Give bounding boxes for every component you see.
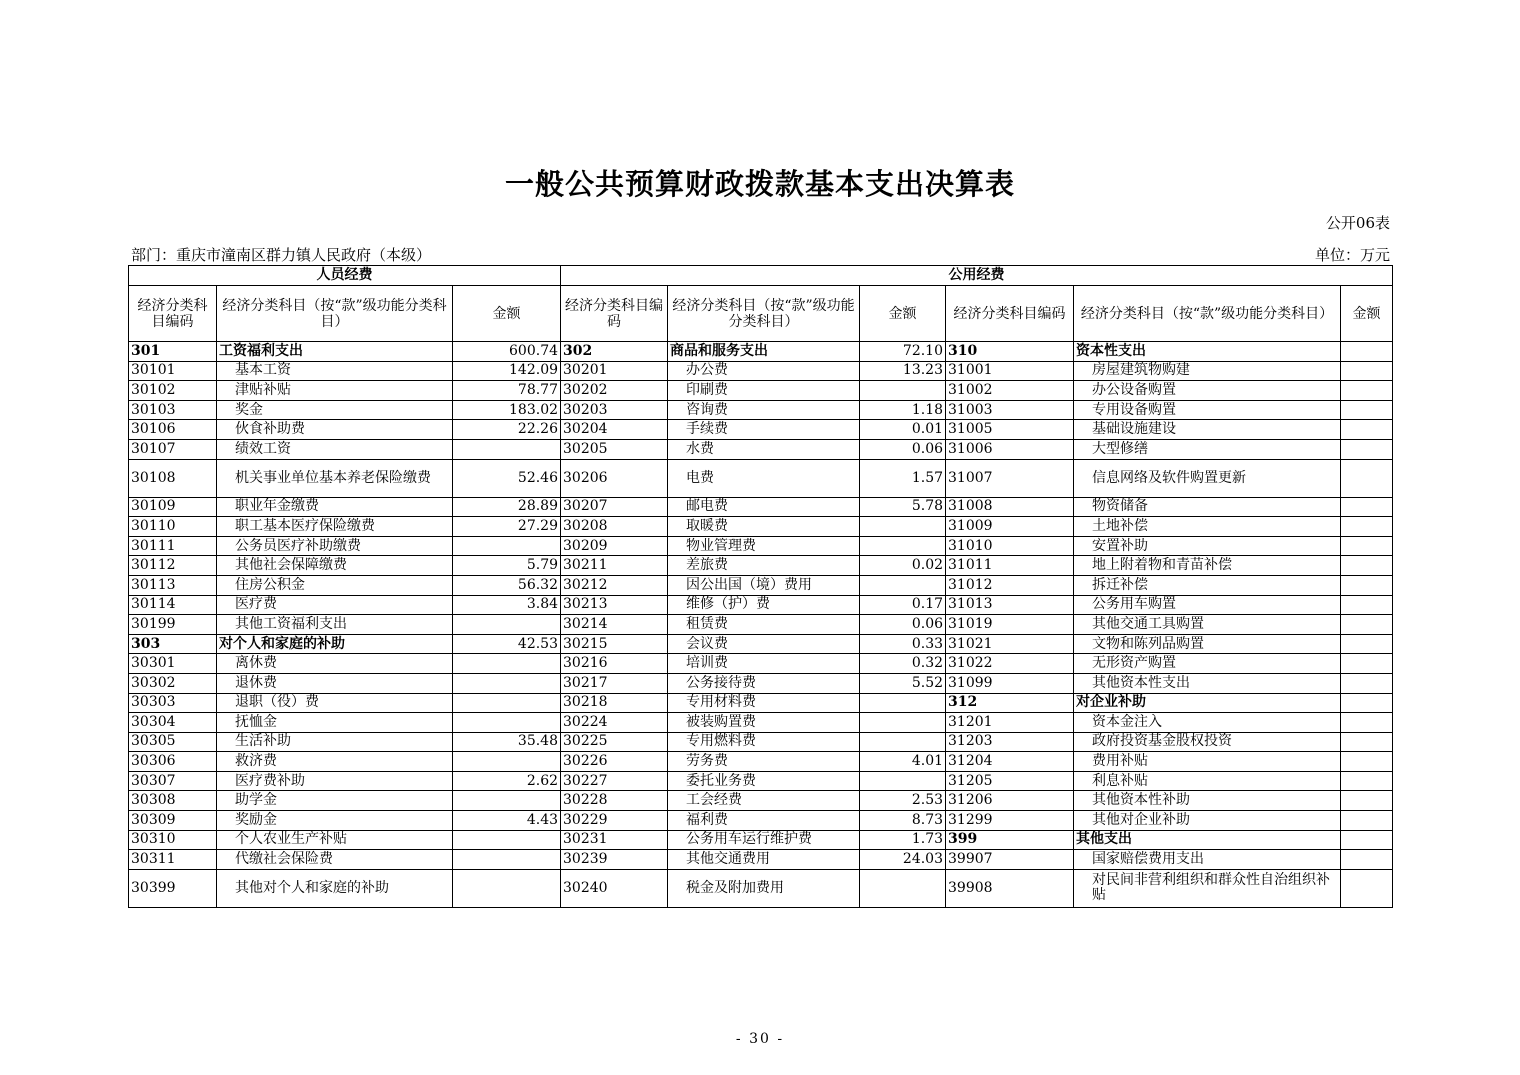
- amount-cell: 13.23: [860, 361, 946, 381]
- name-cell: 税金及附加费用: [668, 869, 860, 907]
- amount-cell: [1341, 361, 1393, 381]
- code-cell: 30106: [129, 420, 217, 440]
- amount-cell: 0.33: [860, 634, 946, 654]
- amount-cell: [1341, 752, 1393, 772]
- amount-cell: [1341, 713, 1393, 733]
- name-cell: 差旅费: [668, 556, 860, 576]
- amount-cell: 4.01: [860, 752, 946, 772]
- name-cell: 商品和服务支出: [668, 342, 860, 362]
- name-cell: 职业年金缴费: [217, 497, 453, 517]
- amount-cell: 0.32: [860, 654, 946, 674]
- amount-cell: 78.77: [453, 381, 561, 401]
- name-cell: 公务用车购置: [1074, 595, 1341, 615]
- name-cell: 离休费: [217, 654, 453, 674]
- amount-cell: 42.53: [453, 634, 561, 654]
- code-cell: 30204: [561, 420, 668, 440]
- amount-cell: 0.06: [860, 615, 946, 635]
- amount-cell: [1341, 693, 1393, 713]
- code-cell: 30110: [129, 517, 217, 537]
- name-cell: 生活补助: [217, 732, 453, 752]
- amount-cell: [453, 536, 561, 556]
- code-cell: 30112: [129, 556, 217, 576]
- name-cell: 办公费: [668, 361, 860, 381]
- code-cell: 30205: [561, 439, 668, 459]
- code-cell: 30225: [561, 732, 668, 752]
- amount-cell: 0.01: [860, 420, 946, 440]
- amount-cell: 52.46: [453, 459, 561, 497]
- code-cell: 30113: [129, 575, 217, 595]
- name-cell: 奖励金: [217, 811, 453, 831]
- table-row: [129, 400, 1393, 420]
- name-cell: 无形资产购置: [1074, 654, 1341, 674]
- name-cell: 信息网络及软件购置更新: [1074, 459, 1341, 497]
- code-cell: 30211: [561, 556, 668, 576]
- amount-cell: [453, 830, 561, 850]
- code-cell: 30201: [561, 361, 668, 381]
- code-cell: 30399: [129, 869, 217, 907]
- name-cell: 因公出国（境）费用: [668, 575, 860, 595]
- amount-cell: 0.02: [860, 556, 946, 576]
- name-cell: 物业管理费: [668, 536, 860, 556]
- amount-cell: 3.84: [453, 595, 561, 615]
- code-cell: 31099: [946, 673, 1074, 693]
- code-cell: 30107: [129, 439, 217, 459]
- amount-cell: [453, 713, 561, 733]
- table-row: [129, 791, 1393, 811]
- name-cell: 手续费: [668, 420, 860, 440]
- name-cell: 医疗费补助: [217, 771, 453, 791]
- code-cell: 31006: [946, 439, 1074, 459]
- name-cell: 国家赔偿费用支出: [1074, 850, 1341, 870]
- unit-label: 单位：万元: [1314, 246, 1390, 264]
- amount-cell: [1341, 732, 1393, 752]
- amount-cell: 142.09: [453, 361, 561, 381]
- amount-cell: [453, 673, 561, 693]
- amount-cell: [1341, 595, 1393, 615]
- page-number: - 30 -: [735, 1031, 785, 1047]
- amount-cell: [1341, 791, 1393, 811]
- amount-cell: [453, 791, 561, 811]
- name-cell: 咨询费: [668, 400, 860, 420]
- code-cell: 30309: [129, 811, 217, 831]
- name-cell: 安置补助: [1074, 536, 1341, 556]
- table-row: [129, 811, 1393, 831]
- amount-cell: 72.10: [860, 342, 946, 362]
- amount-cell: [1341, 420, 1393, 440]
- code-cell: 30214: [561, 615, 668, 635]
- amount-cell: 1.18: [860, 400, 946, 420]
- code-cell: 30203: [561, 400, 668, 420]
- code-cell: 30207: [561, 497, 668, 517]
- amount-cell: [1341, 556, 1393, 576]
- amount-cell: 27.29: [453, 517, 561, 537]
- amount-cell: 5.78: [860, 497, 946, 517]
- name-cell: 津贴补贴: [217, 381, 453, 401]
- expenditure-table: [128, 265, 1393, 908]
- table-row: [129, 595, 1393, 615]
- amount-cell: [1341, 869, 1393, 907]
- code-cell: 31299: [946, 811, 1074, 831]
- name-cell: 委托业务费: [668, 771, 860, 791]
- code-cell: 303: [129, 634, 217, 654]
- code-cell: 31009: [946, 517, 1074, 537]
- name-cell: 专用材料费: [668, 693, 860, 713]
- column-header-row: [129, 286, 1393, 342]
- name-cell: 维修（护）费: [668, 595, 860, 615]
- code-cell: 30311: [129, 850, 217, 870]
- name-cell: 伙食补助费: [217, 420, 453, 440]
- amount-cell: 183.02: [453, 400, 561, 420]
- name-cell: 职工基本医疗保险缴费: [217, 517, 453, 537]
- amount-cell: [453, 869, 561, 907]
- name-cell: 专用燃料费: [668, 732, 860, 752]
- code-cell: 31001: [946, 361, 1074, 381]
- code-cell: 30209: [561, 536, 668, 556]
- code-cell: 30202: [561, 381, 668, 401]
- table-row: [129, 752, 1393, 772]
- header-code-c: 经济分类科目编码: [946, 286, 1074, 342]
- name-cell: 工会经费: [668, 791, 860, 811]
- code-cell: 31008: [946, 497, 1074, 517]
- table-row: [129, 381, 1393, 401]
- amount-cell: [453, 850, 561, 870]
- amount-cell: 1.57: [860, 459, 946, 497]
- code-cell: 30301: [129, 654, 217, 674]
- table-row: [129, 713, 1393, 733]
- section-personnel: 人员经费: [129, 266, 561, 286]
- table-row: [129, 693, 1393, 713]
- table-row: [129, 536, 1393, 556]
- amount-cell: [1341, 634, 1393, 654]
- amount-cell: [1341, 673, 1393, 693]
- amount-cell: 5.79: [453, 556, 561, 576]
- amount-cell: [860, 693, 946, 713]
- name-cell: 邮电费: [668, 497, 860, 517]
- header-name-b: 经济分类科目（按“款”级功能分类科目）: [668, 286, 860, 342]
- name-cell: 其他支出: [1074, 830, 1341, 850]
- code-cell: 30108: [129, 459, 217, 497]
- code-cell: 30216: [561, 654, 668, 674]
- amount-cell: [860, 771, 946, 791]
- table-row: [129, 517, 1393, 537]
- name-cell: 工资福利支出: [217, 342, 453, 362]
- name-cell: 其他交通费用: [668, 850, 860, 870]
- code-cell: 30109: [129, 497, 217, 517]
- amount-cell: 22.26: [453, 420, 561, 440]
- name-cell: 福利费: [668, 811, 860, 831]
- code-cell: 30240: [561, 869, 668, 907]
- name-cell: 大型修缮: [1074, 439, 1341, 459]
- code-cell: 30227: [561, 771, 668, 791]
- code-cell: 30102: [129, 381, 217, 401]
- amount-cell: [453, 654, 561, 674]
- name-cell: 会议费: [668, 634, 860, 654]
- code-cell: 30199: [129, 615, 217, 635]
- amount-cell: 2.62: [453, 771, 561, 791]
- name-cell: 水费: [668, 439, 860, 459]
- code-cell: 30215: [561, 634, 668, 654]
- code-cell: 31019: [946, 615, 1074, 635]
- amount-cell: [1341, 400, 1393, 420]
- code-cell: 30228: [561, 791, 668, 811]
- name-cell: 其他社会保障缴费: [217, 556, 453, 576]
- amount-cell: [453, 693, 561, 713]
- code-cell: 30306: [129, 752, 217, 772]
- name-cell: 公务用车运行维护费: [668, 830, 860, 850]
- code-cell: 30307: [129, 771, 217, 791]
- name-cell: 印刷费: [668, 381, 860, 401]
- amount-cell: 56.32: [453, 575, 561, 595]
- amount-cell: 4.43: [453, 811, 561, 831]
- code-cell: 39908: [946, 869, 1074, 907]
- header-name-c: 经济分类科目（按“款”级功能分类科目）: [1074, 286, 1341, 342]
- name-cell: 代缴社会保险费: [217, 850, 453, 870]
- name-cell: 资本性支出: [1074, 342, 1341, 362]
- amount-cell: [860, 732, 946, 752]
- name-cell: 救济费: [217, 752, 453, 772]
- name-cell: 租赁费: [668, 615, 860, 635]
- name-cell: 对企业补助: [1074, 693, 1341, 713]
- code-cell: 30302: [129, 673, 217, 693]
- code-cell: 30303: [129, 693, 217, 713]
- table-row: [129, 673, 1393, 693]
- code-cell: 30226: [561, 752, 668, 772]
- name-cell: 文物和陈列品购置: [1074, 634, 1341, 654]
- code-cell: 31203: [946, 732, 1074, 752]
- code-cell: 31022: [946, 654, 1074, 674]
- amount-cell: [860, 575, 946, 595]
- header-code-a: 经济分类科目编码: [129, 286, 217, 342]
- name-cell: 个人农业生产补贴: [217, 830, 453, 850]
- code-cell: 30218: [561, 693, 668, 713]
- name-cell: 绩效工资: [217, 439, 453, 459]
- amount-cell: [860, 536, 946, 556]
- name-cell: 其他工资福利支出: [217, 615, 453, 635]
- code-cell: 31007: [946, 459, 1074, 497]
- code-cell: 30217: [561, 673, 668, 693]
- code-cell: 31005: [946, 420, 1074, 440]
- header-name-a: 经济分类科目（按“款”级功能分类科目）: [217, 286, 453, 342]
- code-cell: 31021: [946, 634, 1074, 654]
- name-cell: 对个人和家庭的补助: [217, 634, 453, 654]
- name-cell: 其他对个人和家庭的补助: [217, 869, 453, 907]
- header-code-b: 经济分类科目编码: [561, 286, 668, 342]
- table-row: [129, 850, 1393, 870]
- name-cell: 退职（役）费: [217, 693, 453, 713]
- name-cell: 其他资本性支出: [1074, 673, 1341, 693]
- code-cell: 31012: [946, 575, 1074, 595]
- name-cell: 抚恤金: [217, 713, 453, 733]
- name-cell: 医疗费: [217, 595, 453, 615]
- table-row: [129, 634, 1393, 654]
- table-row: [129, 361, 1393, 381]
- section-public: 公用经费: [561, 266, 1393, 286]
- section-header-row: [129, 266, 1393, 286]
- code-cell: 30103: [129, 400, 217, 420]
- name-cell: 专用设备购置: [1074, 400, 1341, 420]
- amount-cell: 1.73: [860, 830, 946, 850]
- amount-cell: [1341, 381, 1393, 401]
- code-cell: 31013: [946, 595, 1074, 615]
- table-row: [129, 732, 1393, 752]
- name-cell: 奖金: [217, 400, 453, 420]
- name-cell: 公务员医疗补助缴费: [217, 536, 453, 556]
- amount-cell: [1341, 811, 1393, 831]
- department-label: 部门：重庆市潼南区群力镇人民政府（本级）: [131, 246, 432, 264]
- code-cell: 301: [129, 342, 217, 362]
- name-cell: 拆迁补偿: [1074, 575, 1341, 595]
- code-cell: 310: [946, 342, 1074, 362]
- name-cell: 被装购置费: [668, 713, 860, 733]
- code-cell: 312: [946, 693, 1074, 713]
- table-row: [129, 869, 1393, 907]
- name-cell: 资本金注入: [1074, 713, 1341, 733]
- table-row: [129, 771, 1393, 791]
- amount-cell: 5.52: [860, 673, 946, 693]
- name-cell: 劳务费: [668, 752, 860, 772]
- amount-cell: [860, 869, 946, 907]
- amount-cell: 0.06: [860, 439, 946, 459]
- amount-cell: [1341, 654, 1393, 674]
- code-cell: 30308: [129, 791, 217, 811]
- table-row: [129, 342, 1393, 362]
- amount-cell: [860, 713, 946, 733]
- table-row: [129, 615, 1393, 635]
- amount-cell: [1341, 850, 1393, 870]
- name-cell: 基本工资: [217, 361, 453, 381]
- code-cell: 31201: [946, 713, 1074, 733]
- amount-cell: [860, 517, 946, 537]
- name-cell: 电费: [668, 459, 860, 497]
- amount-cell: [860, 381, 946, 401]
- amount-cell: [1341, 342, 1393, 362]
- page-title: 一般公共预算财政拨款基本支出决算表: [504, 167, 1015, 201]
- code-cell: 39907: [946, 850, 1074, 870]
- code-cell: 30229: [561, 811, 668, 831]
- amount-cell: [1341, 439, 1393, 459]
- name-cell: 公务接待费: [668, 673, 860, 693]
- amount-cell: [1341, 830, 1393, 850]
- name-cell: 办公设备购置: [1074, 381, 1341, 401]
- name-cell: 地上附着物和青苗补偿: [1074, 556, 1341, 576]
- name-cell: 房屋建筑物购建: [1074, 361, 1341, 381]
- amount-cell: [453, 615, 561, 635]
- code-cell: 30304: [129, 713, 217, 733]
- amount-cell: [453, 752, 561, 772]
- table-row: [129, 420, 1393, 440]
- code-cell: 30101: [129, 361, 217, 381]
- name-cell: 其他资本性补助: [1074, 791, 1341, 811]
- name-cell: 其他对企业补助: [1074, 811, 1341, 831]
- code-cell: 30206: [561, 459, 668, 497]
- table-row: [129, 439, 1393, 459]
- table-row: [129, 575, 1393, 595]
- amount-cell: 28.89: [453, 497, 561, 517]
- code-cell: 31206: [946, 791, 1074, 811]
- name-cell: 政府投资基金股权投资: [1074, 732, 1341, 752]
- table-row: [129, 497, 1393, 517]
- name-cell: 退休费: [217, 673, 453, 693]
- table-row: [129, 654, 1393, 674]
- amount-cell: [453, 439, 561, 459]
- name-cell: 土地补偿: [1074, 517, 1341, 537]
- header-amount-c: 金额: [1341, 286, 1393, 342]
- table-row: [129, 830, 1393, 850]
- amount-cell: 0.17: [860, 595, 946, 615]
- code-cell: 30111: [129, 536, 217, 556]
- name-cell: 基础设施建设: [1074, 420, 1341, 440]
- code-cell: 30305: [129, 732, 217, 752]
- code-cell: 30213: [561, 595, 668, 615]
- header-amount-b: 金额: [860, 286, 946, 342]
- code-cell: 30239: [561, 850, 668, 870]
- amount-cell: [1341, 771, 1393, 791]
- name-cell: 机关事业单位基本养老保险缴费: [217, 459, 453, 497]
- form-number: 公开06表: [1325, 214, 1390, 232]
- name-cell: 利息补贴: [1074, 771, 1341, 791]
- code-cell: 31011: [946, 556, 1074, 576]
- amount-cell: [1341, 536, 1393, 556]
- amount-cell: 2.53: [860, 791, 946, 811]
- amount-cell: [1341, 497, 1393, 517]
- code-cell: 30310: [129, 830, 217, 850]
- code-cell: 30114: [129, 595, 217, 615]
- code-cell: 399: [946, 830, 1074, 850]
- amount-cell: 600.74: [453, 342, 561, 362]
- name-cell: 住房公积金: [217, 575, 453, 595]
- name-cell: 其他交通工具购置: [1074, 615, 1341, 635]
- header-amount-a: 金额: [453, 286, 561, 342]
- amount-cell: 24.03: [860, 850, 946, 870]
- table-row: [129, 556, 1393, 576]
- name-cell: 培训费: [668, 654, 860, 674]
- code-cell: 30231: [561, 830, 668, 850]
- code-cell: 31003: [946, 400, 1074, 420]
- name-cell: 取暖费: [668, 517, 860, 537]
- code-cell: 30224: [561, 713, 668, 733]
- amount-cell: 35.48: [453, 732, 561, 752]
- code-cell: 302: [561, 342, 668, 362]
- code-cell: 31002: [946, 381, 1074, 401]
- code-cell: 30212: [561, 575, 668, 595]
- amount-cell: [1341, 575, 1393, 595]
- name-cell: 物资储备: [1074, 497, 1341, 517]
- amount-cell: [1341, 615, 1393, 635]
- name-cell: 对民间非营利组织和群众性自治组织补贴: [1074, 869, 1341, 907]
- code-cell: 31204: [946, 752, 1074, 772]
- name-cell: 助学金: [217, 791, 453, 811]
- amount-cell: 8.73: [860, 811, 946, 831]
- amount-cell: [1341, 517, 1393, 537]
- name-cell: 费用补贴: [1074, 752, 1341, 772]
- code-cell: 31205: [946, 771, 1074, 791]
- table-row: [129, 459, 1393, 497]
- amount-cell: [1341, 459, 1393, 497]
- code-cell: 30208: [561, 517, 668, 537]
- code-cell: 31010: [946, 536, 1074, 556]
